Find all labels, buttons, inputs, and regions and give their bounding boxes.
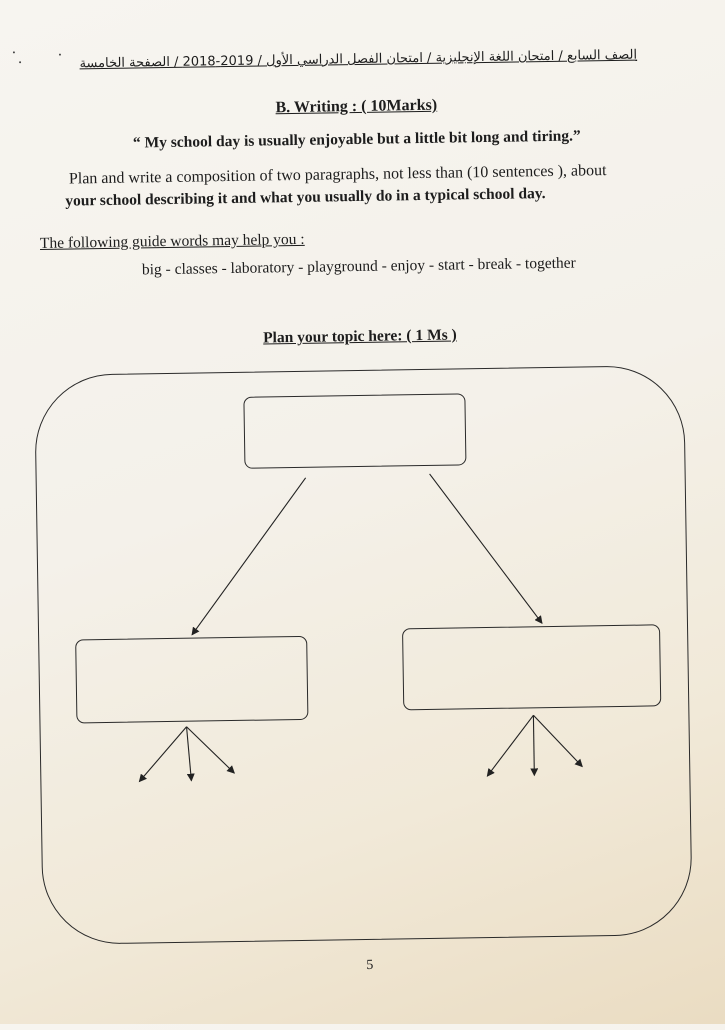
detail-arrow	[486, 715, 534, 776]
arrow-to-left-box	[190, 478, 308, 635]
instructions-line-1: Plan and write a composition of two paragraphs, not less than (10 sentences ), about	[68, 162, 607, 188]
detail-arrow	[187, 727, 192, 781]
instructions-line-2: your school describing it and what you usually do in a typical school day.	[65, 185, 546, 210]
detail-arrow	[187, 726, 235, 774]
arrow-to-right-box	[430, 472, 542, 625]
page-number: 5	[366, 957, 374, 973]
writing-prompt-quote: “ My school day is usually enjoyable but a little bit long and tiring.”	[132, 127, 581, 152]
exam-header: الصف السابع / امتحان اللغة الإنجليزية / امتحان الفصل الدراسي الأول / 2019-2018 / الصفحة الخامسة	[79, 47, 638, 72]
section-title: B. Writing : ( 10Marks)	[275, 96, 438, 117]
detail-arrow	[139, 727, 188, 782]
detail-arrow	[533, 715, 582, 768]
plan-label: Plan your topic here: ( 1 Ms )	[263, 326, 457, 347]
guide-words-list: big - classes - laboratory - playground - enjoy - start - break - together	[141, 254, 576, 279]
detail-arrow	[533, 715, 534, 775]
guide-words-label: The following guide words may help you :	[39, 230, 305, 252]
